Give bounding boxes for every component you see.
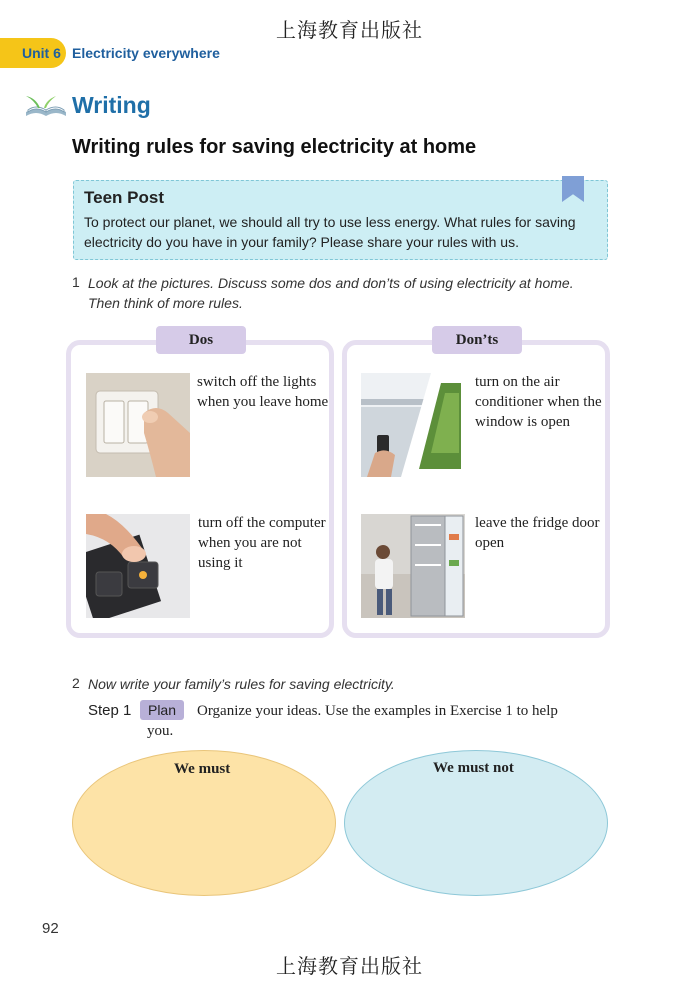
teen-post-title: Teen Post	[84, 188, 164, 207]
step-text-line-2: you.	[147, 723, 174, 739]
step-text-line-1: Organize your ideas. Use the examples in Exercise 1 to help	[197, 703, 558, 719]
plan-badge: Plan	[140, 700, 184, 720]
exercise-1-instruction: Look at the pictures. Discuss some dos and don’ts of using electricity at home. Then think of more rules.	[88, 275, 574, 311]
dos-rule-2: turn off the computer when you are not using it	[198, 515, 326, 571]
publisher-header: 上海教育出版社	[276, 18, 423, 42]
open-book-icon	[22, 92, 70, 120]
we-must-not-label: We must not	[433, 760, 514, 776]
page-heading: Writing rules for saving electricity at home	[72, 136, 477, 158]
exercise-2-instruction: Now write your family’s rules for saving electricity.	[88, 676, 395, 692]
dos-rule-1: switch off the lights when you leave home	[197, 374, 329, 410]
unit-label: Unit 6	[22, 45, 61, 61]
open-fridge-photo	[361, 514, 465, 618]
unit-title: Electricity everywhere	[72, 45, 220, 61]
step-label: Step 1	[88, 702, 132, 719]
exercise-2-number: 2	[72, 675, 80, 691]
we-must-label: We must	[174, 761, 231, 777]
section-title: Writing	[72, 92, 151, 118]
page-number: 92	[42, 920, 59, 937]
donts-rule-1: turn on the air conditioner when the window is open	[475, 374, 602, 430]
air-conditioner-photo	[361, 373, 465, 477]
publisher-footer: 上海教育出版社	[276, 954, 423, 978]
teen-post-body: To protect our planet, we should all try to use less energy. What rules for saving electricity do you have in your family? Please share your rules with us.	[84, 214, 576, 250]
dos-tag: Dos	[156, 326, 246, 354]
exercise-1-number: 1	[72, 274, 80, 290]
donts-rule-2: leave the fridge door open	[475, 515, 600, 551]
keyboard-photo	[86, 514, 190, 618]
light-switch-photo	[86, 373, 190, 477]
donts-tag: Don’ts	[432, 326, 522, 354]
